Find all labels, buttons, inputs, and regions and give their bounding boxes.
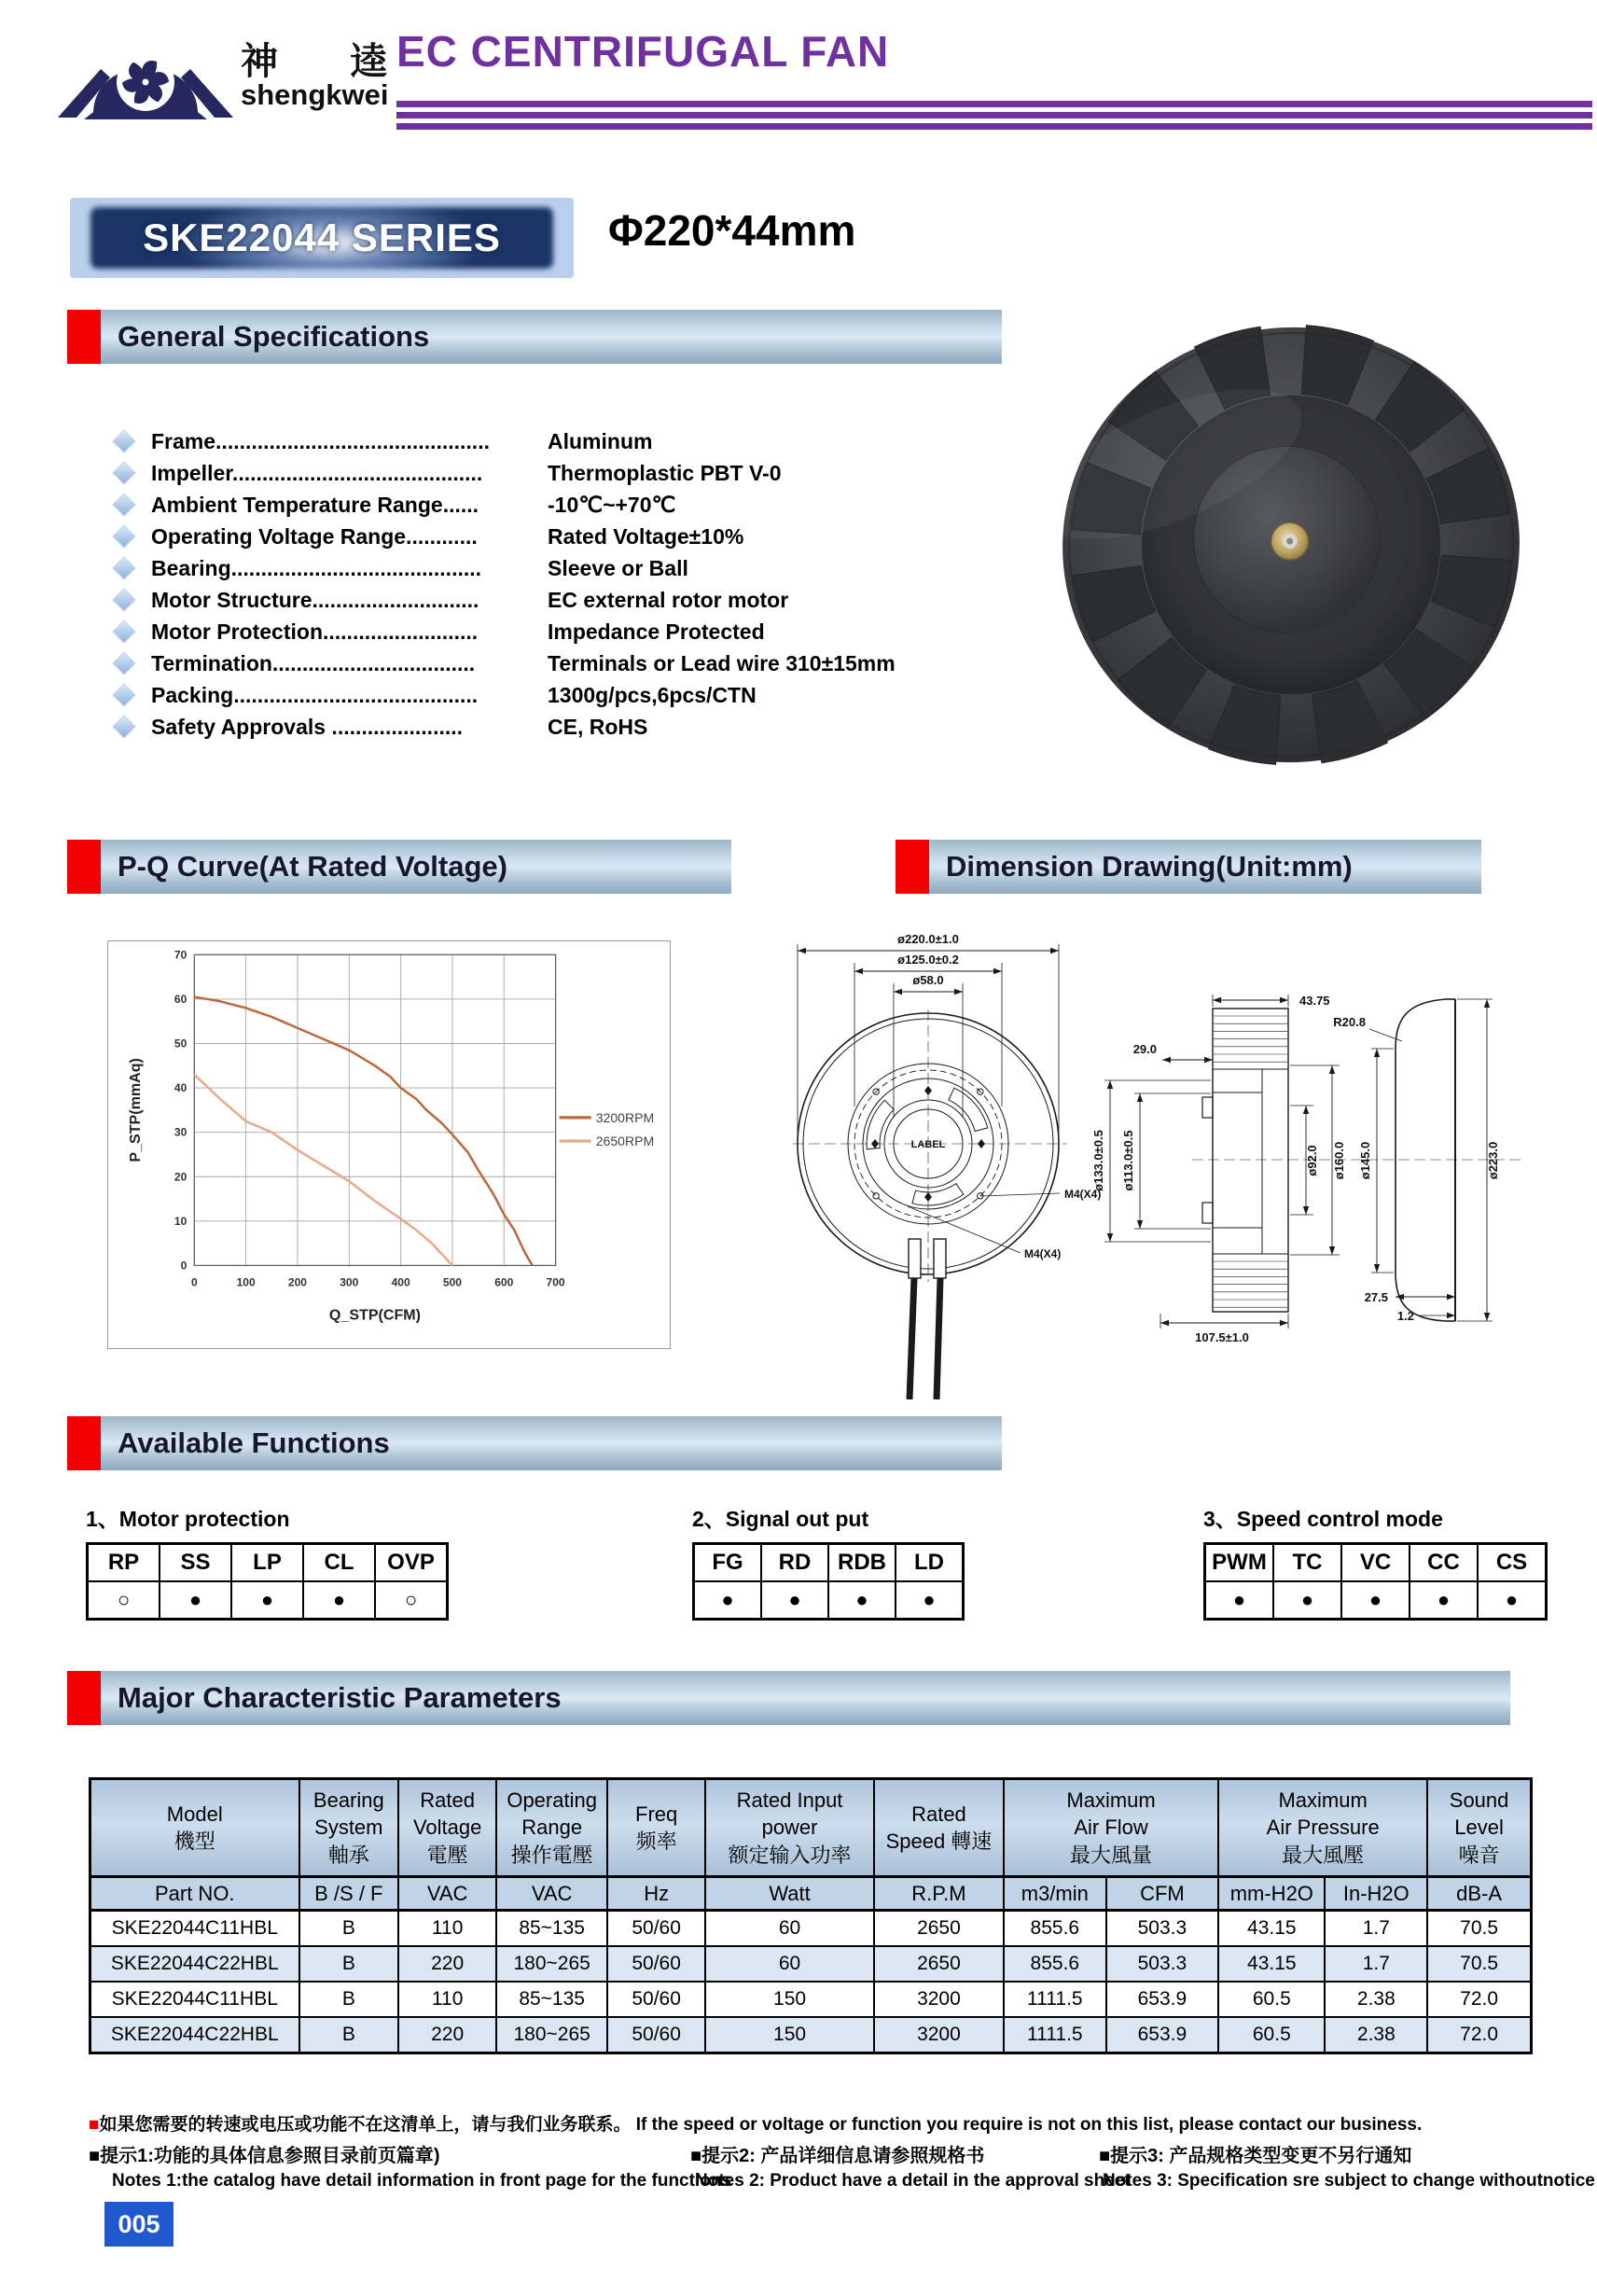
param-cell: 2650 [874,1946,1004,1982]
general-specs-list [84,425,1026,743]
spec-row [84,457,1026,489]
spec-row [84,616,1026,647]
function-availability-cell: ● [828,1581,896,1620]
param-cell: 43.15 [1218,1911,1325,1947]
param-cell: 1111.5 [1004,2017,1106,2053]
param-row [90,1911,1532,1947]
spec-value: EC external rotor motor [548,587,789,612]
param-cell: 3200 [874,1982,1004,2017]
param-unit-header: CFM [1106,1877,1219,1911]
section-title: Major Characteristic Parameters [118,1681,562,1714]
dim-flange-depth: 27.5 [1364,1290,1388,1304]
red-marker [67,310,101,364]
section-title: Dimension Drawing(Unit:mm) [946,850,1353,883]
dim-side-total: 107.5±1.0 [1195,1330,1249,1344]
spec-value: Terminals or Lead wire 310±15mm [548,650,896,675]
signal-output-table-block [692,1502,965,1621]
x-tick-label: 400 [391,1275,410,1289]
param-cell: 855.6 [1004,1946,1106,1982]
param-unit-header: mm-H2O [1218,1877,1325,1911]
series-2650RPM [194,1075,452,1266]
param-cell: 503.3 [1106,1946,1219,1982]
function-col-header: RD [761,1544,828,1582]
y-tick-label: 30 [174,1125,187,1139]
param-cell: 50/60 [607,1911,705,1947]
param-cell: 180~265 [496,1946,607,1982]
function-table-title: 2、Signal out put [692,1507,869,1531]
page-number-badge [104,2202,174,2247]
param-cell: 220 [398,1946,496,1982]
spec-label: Bearing.......................................... [151,555,482,580]
param-cell: 72.0 [1427,1982,1531,2017]
function-availability-cell: ● [761,1581,828,1620]
param-cell: 60.5 [1218,1982,1325,2017]
spec-label: Ambient Temperature Range...... [151,492,479,517]
param-group-header: Sound Level 噪音 [1427,1779,1531,1877]
dim-side-motor-od: ø92.0 [1305,1145,1319,1176]
param-unit-header: R.P.M [874,1877,1004,1911]
spec-value: -10℃~+70℃ [548,492,676,517]
diamond-bullet-icon [112,524,135,548]
param-cell: 150 [705,2017,874,2053]
dim-label-center: LABEL [910,1139,946,1150]
param-cell: 855.6 [1004,1911,1106,1947]
spec-row [84,679,1026,711]
function-col-header: FG [694,1544,762,1582]
series-badge [70,198,574,278]
series-3200RPM [194,997,532,1266]
parameters-table [89,1777,1533,2054]
spec-value: 1300g/pcs,6pcs/CTN [548,682,757,707]
function-col-header: RDB [828,1544,896,1582]
param-group-header: Bearing System 軸承 [299,1779,399,1877]
param-cell: B [299,1946,399,1982]
dim-side-ring-od: ø160.0 [1332,1141,1346,1180]
y-tick-label: 10 [174,1214,187,1228]
function-availability-cell: ○ [88,1581,160,1620]
function-col-header: OVP [375,1544,448,1582]
parameters-table-wrap [89,1777,1533,2054]
param-cell: 85~135 [496,1982,607,2017]
note-en: Notes 3: Specification sre subject to change withoutnotice [1103,2171,1595,2191]
param-unit-header: Part NO. [90,1877,299,1911]
red-marker [67,1671,101,1725]
series-name: SKE22044 SERIES [143,216,501,259]
y-tick-label: 20 [174,1170,187,1184]
x-axis-title: Q_STP(CFM) [328,1306,421,1324]
section-major-parameters [67,1671,1510,1725]
page-number: 005 [118,2209,160,2238]
dim-side-inlet-depth: 29.0 [1132,1042,1157,1056]
logo-latin-text: shengkwei [241,78,389,111]
spec-value: Impedance Protected [548,619,765,644]
param-cell: 72.0 [1427,2017,1531,2053]
param-cell: 503.3 [1106,1911,1219,1947]
spec-row [84,647,1026,679]
tip-note: ■提示1:功能的具体信息参照目录前页篇章) [89,2146,440,2166]
dim-front-m4a: M4(X4) [1064,1188,1102,1201]
param-unit-header: Watt [705,1877,874,1911]
diamond-bullet-icon [112,683,135,706]
function-availability-cell: ● [231,1581,303,1620]
motor-protection-table-block [86,1502,449,1621]
dim-front-bolt-circle: ø125.0±0.2 [897,953,959,967]
spec-value: Rated Voltage±10% [548,523,744,549]
param-group-header: Model 機型 [90,1779,299,1877]
contact-note-cn: 如果您需要的转速或电压或功能不在这清单上，请与我们业务联系。 [99,2115,632,2135]
diamond-bullet-icon [112,429,135,452]
diamond-bullet-icon [112,461,135,484]
function-col-header: RP [88,1544,160,1582]
param-group-header: Rated Speed 轉速 [874,1779,1004,1877]
spec-row [84,489,1026,521]
section-title: Available Functions [118,1426,390,1459]
param-cell: 1.7 [1325,1946,1427,1982]
param-group-header: Freq 频率 [607,1779,705,1877]
pq-chart-svg [108,941,670,1348]
param-cell: 43.15 [1218,1946,1325,1982]
spec-label: Impeller.......................................... [151,460,483,485]
diamond-bullet-icon [112,715,135,738]
function-col-header: VC [1341,1544,1410,1582]
spec-row [84,425,1026,457]
diamond-bullet-icon [112,651,135,675]
section-general-specifications [67,310,1002,364]
x-tick-label: 700 [546,1275,565,1289]
x-tick-label: 200 [287,1275,307,1289]
brand-logo-icon [47,22,244,136]
function-availability-cell: ● [1341,1581,1410,1620]
square-marker-icon: ■ [89,2115,100,2135]
function-availability-cell: ● [1205,1581,1274,1620]
section-title: General Specifications [118,320,430,353]
param-cell: 2.38 [1325,2017,1427,2053]
param-cell: B [299,2017,399,2053]
param-unit-header: Hz [607,1877,705,1911]
y-tick-label: 40 [174,1081,187,1095]
param-cell: 180~265 [496,2017,607,2053]
function-col-header: LP [231,1544,303,1582]
spec-label: Operating Voltage Range............ [151,523,478,549]
param-cell: SKE22044C11HBL [90,1911,299,1947]
section-dimension-drawing [896,840,1481,894]
y-axis-title: P_STP(mmAq) [127,1058,145,1162]
param-cell: 653.9 [1106,2017,1219,2053]
dim-flange-inner: ø145.0 [1358,1141,1372,1180]
note-en: Notes 1:the catalog have detail information in front page for the functions [112,2171,731,2191]
note-en: Notes 2: Product have a detail in the approval sheet [695,2171,1131,2191]
function-availability-cell: ● [303,1581,375,1620]
param-group-header: Rated Voltage 電壓 [398,1779,496,1877]
param-group-header: Rated Input power 额定输入功率 [705,1779,874,1877]
spec-value: CE, RoHS [548,714,648,739]
tip-note: ■提示3: 产品规格类型变更不另行通知 [1099,2146,1412,2166]
param-row [90,1982,1532,2017]
function-col-header: TC [1273,1544,1341,1582]
spec-row [84,552,1026,584]
function-col-header: PWM [1205,1544,1274,1582]
diamond-bullet-icon [112,619,135,643]
y-tick-label: 60 [174,992,187,1006]
x-tick-label: 300 [340,1275,359,1289]
dim-side-hub-od: ø133.0±0.5 [1091,1130,1105,1191]
spec-label: Frame.............................................. [151,428,490,453]
x-tick-label: 100 [236,1275,256,1289]
param-cell: 60 [705,1911,874,1947]
param-cell: 1111.5 [1004,1982,1106,2017]
y-tick-label: 0 [180,1259,187,1273]
dim-front-m4b: M4(X4) [1024,1247,1062,1260]
diamond-bullet-icon [112,588,135,611]
pq-chart [107,940,671,1349]
param-cell: 2650 [874,1911,1004,1947]
param-cell: B [299,1982,399,2017]
function-availability-cell: ● [160,1581,231,1620]
spec-label: Motor Protection.......................... [151,619,479,644]
param-unit-header: In-H2O [1325,1877,1427,1911]
param-cell: 653.9 [1106,1982,1219,2017]
function-availability-cell: ● [1478,1581,1547,1620]
param-unit-header: m3/min [1004,1877,1106,1911]
param-unit-header: dB-A [1427,1877,1531,1911]
function-availability-cell: ● [694,1581,762,1620]
param-cell: SKE22044C22HBL [90,1946,299,1982]
legend-label: 2650RPM [595,1134,655,1149]
section-pq-curve [67,840,731,894]
param-cell: B [299,1911,399,1947]
param-cell: 3200 [874,2017,1004,2053]
product-photo [1047,315,1535,774]
param-cell: 110 [398,1982,496,2017]
x-tick-label: 600 [494,1275,514,1289]
function-table [1203,1542,1548,1621]
x-tick-label: 0 [190,1275,198,1289]
spec-row [84,584,1026,616]
red-marker [67,1416,101,1470]
param-cell: 50/60 [607,1946,705,1982]
spec-label: Packing......................................... [151,682,479,707]
tip-note: ■提示2: 产品详细信息请参照规格书 [690,2146,985,2166]
param-cell: 70.5 [1427,1946,1531,1982]
red-marker [896,840,929,894]
diamond-bullet-icon [112,493,135,516]
function-table-title: 3、Speed control mode [1203,1507,1443,1531]
param-cell: 85~135 [496,1911,607,1947]
function-table [86,1542,449,1621]
function-col-header: CL [303,1544,375,1582]
dim-front-outer: ø220.0±1.0 [897,932,959,946]
spec-value: Aluminum [548,428,653,453]
section-title: P-Q Curve(At Rated Voltage) [118,850,507,883]
param-group-header: Operating Range 操作電壓 [496,1779,607,1877]
param-cell: SKE22044C22HBL [90,2017,299,2053]
legend-label: 3200RPM [595,1109,655,1125]
dim-front-inlet: ø58.0 [912,973,944,987]
param-cell: 50/60 [607,2017,705,2053]
contact-note-en: If the speed or voltage or function you require is not on this list, please contact our business. [635,2115,1423,2135]
red-marker [67,840,101,894]
header-stripes [396,101,1592,134]
dim-side-hub-id: ø113.0±0.5 [1121,1130,1135,1191]
section-available-functions [67,1416,1002,1470]
x-tick-label: 500 [442,1275,462,1289]
spec-row [84,521,1026,552]
param-cell: 150 [705,1982,874,2017]
param-row [90,1946,1532,1982]
param-unit-header: B /S / F [299,1877,399,1911]
dimension-drawing-svg [791,920,1595,1409]
y-tick-label: 70 [174,948,187,962]
page-title: EC CENTRIFUGAL FAN [396,27,890,76]
fan-photo-svg [1047,315,1535,774]
logo-chinese-text: 神 逵 [241,41,388,82]
param-row [90,2017,1532,2053]
param-cell: 50/60 [607,1982,705,2017]
speed-control-table-block [1203,1502,1548,1621]
param-cell: 70.5 [1427,1911,1531,1947]
param-unit-header: VAC [496,1877,607,1911]
param-cell: 220 [398,2017,496,2053]
param-cell: 2.38 [1325,1982,1427,2017]
dim-flange-radius: R20.8 [1333,1015,1366,1029]
dim-flange-lip: 1.2 [1396,1309,1414,1323]
y-tick-label: 50 [174,1037,187,1051]
spec-value: Thermoplastic PBT V-0 [548,460,782,485]
series-size: Φ220*44mm [608,206,856,255]
function-table-title: 1、Motor protection [86,1507,290,1531]
param-cell: 60.5 [1218,2017,1325,2053]
function-availability-cell: ○ [375,1581,448,1620]
param-group-header: Maximum Air Flow 最大風量 [1004,1779,1218,1877]
diamond-bullet-icon [112,556,135,579]
dim-side-blade-width: 43.75 [1299,994,1330,1008]
function-col-header: SS [160,1544,231,1582]
function-table [692,1542,965,1621]
spec-label: Motor Structure............................ [151,587,479,612]
function-col-header: LD [896,1544,964,1582]
param-cell: SKE22044C11HBL [90,1982,299,2017]
param-cell: 60 [705,1946,874,1982]
function-col-header: CC [1410,1544,1478,1582]
dimension-drawing [791,920,1595,1409]
spec-value: Sleeve or Ball [548,555,688,580]
function-availability-cell: ● [1273,1581,1341,1620]
function-availability-cell: ● [1410,1581,1478,1620]
spec-row [84,711,1026,743]
dim-flange-outer: ø223.0 [1486,1141,1500,1180]
param-group-header: Maximum Air Pressure 最大風壓 [1218,1779,1427,1877]
function-availability-cell: ● [896,1581,964,1620]
function-col-header: CS [1478,1544,1547,1582]
contact-note [89,2110,1422,2136]
spec-label: Termination.................................. [151,650,476,675]
param-cell: 110 [398,1911,496,1947]
param-unit-header: VAC [398,1877,496,1911]
spec-label: Safety Approvals ...................... [151,714,464,739]
param-cell: 1.7 [1325,1911,1427,1947]
